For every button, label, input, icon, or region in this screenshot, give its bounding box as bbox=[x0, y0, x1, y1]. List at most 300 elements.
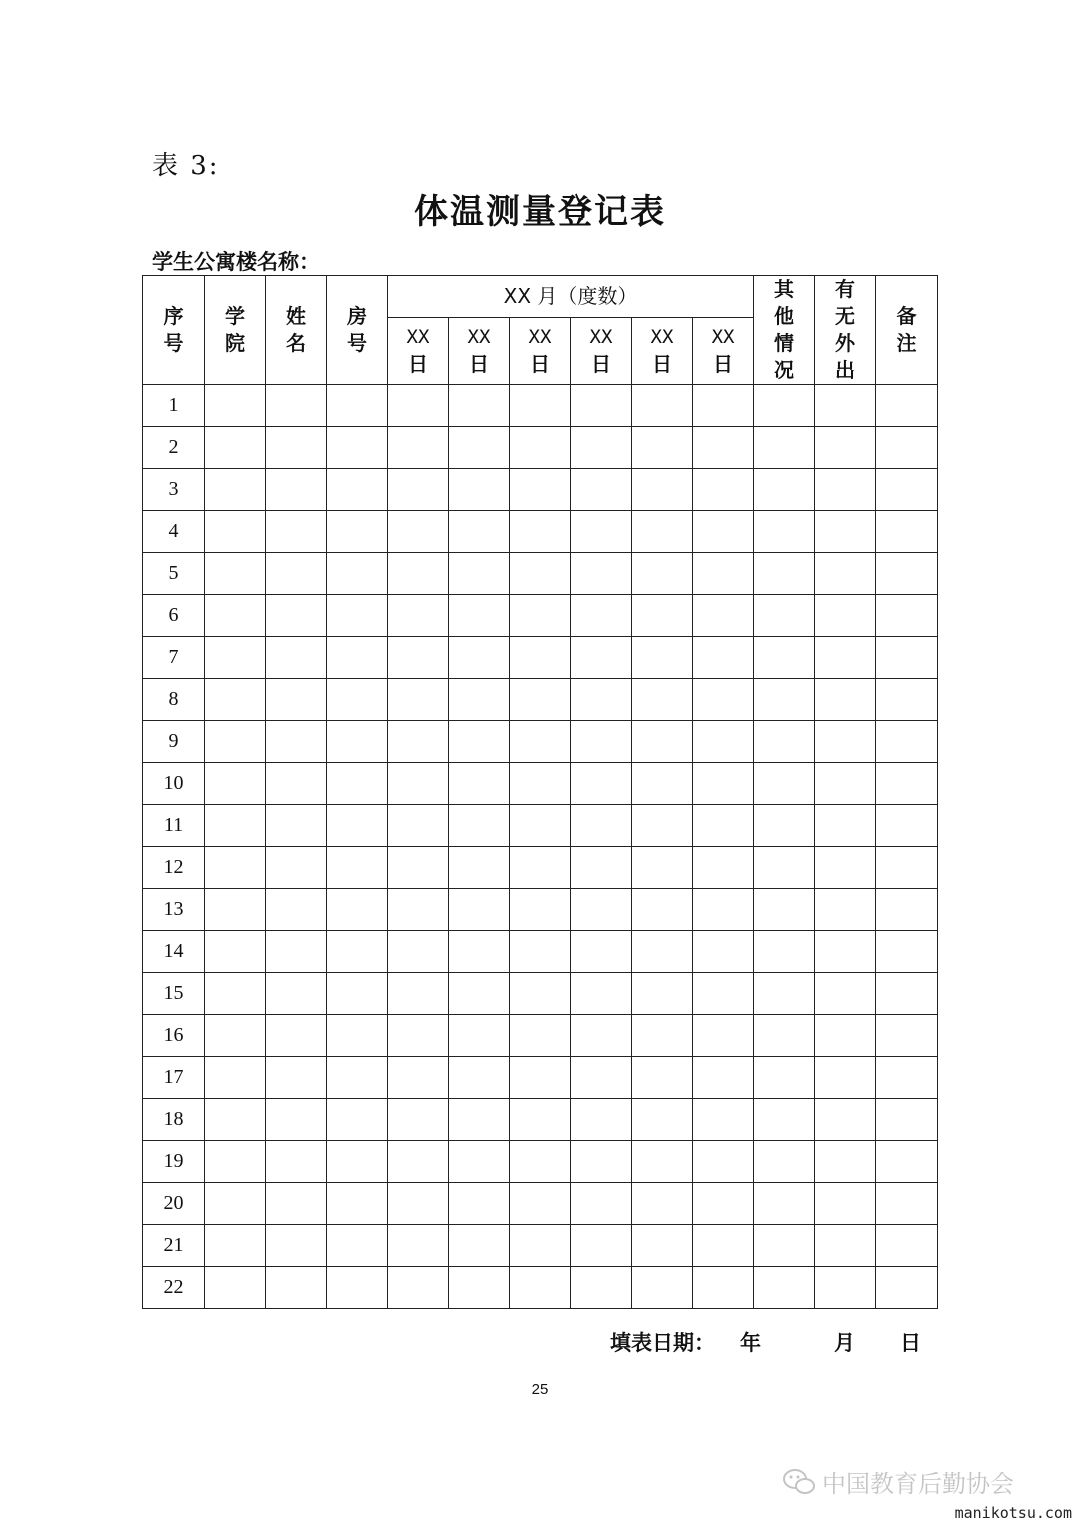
empty-cell[interactable] bbox=[632, 805, 693, 847]
empty-cell[interactable] bbox=[876, 1099, 938, 1141]
empty-cell[interactable] bbox=[388, 1267, 449, 1309]
empty-cell[interactable] bbox=[754, 931, 815, 973]
empty-cell[interactable] bbox=[327, 385, 388, 427]
empty-cell[interactable] bbox=[632, 931, 693, 973]
empty-cell[interactable] bbox=[815, 679, 876, 721]
empty-cell[interactable] bbox=[754, 1225, 815, 1267]
empty-cell[interactable] bbox=[571, 385, 632, 427]
empty-cell[interactable] bbox=[815, 889, 876, 931]
empty-cell[interactable] bbox=[876, 469, 938, 511]
empty-cell[interactable] bbox=[754, 469, 815, 511]
empty-cell[interactable] bbox=[510, 889, 571, 931]
empty-cell[interactable] bbox=[388, 679, 449, 721]
table-number-label: 表 3: bbox=[152, 151, 220, 181]
empty-cell[interactable] bbox=[571, 427, 632, 469]
empty-cell[interactable] bbox=[327, 637, 388, 679]
empty-cell[interactable] bbox=[388, 931, 449, 973]
empty-cell[interactable] bbox=[388, 847, 449, 889]
empty-cell[interactable] bbox=[876, 1225, 938, 1267]
empty-cell[interactable] bbox=[327, 511, 388, 553]
empty-cell[interactable] bbox=[266, 469, 327, 511]
empty-cell[interactable] bbox=[571, 889, 632, 931]
empty-cell[interactable] bbox=[815, 553, 876, 595]
empty-cell[interactable] bbox=[876, 805, 938, 847]
empty-cell[interactable] bbox=[815, 1057, 876, 1099]
empty-cell[interactable] bbox=[571, 721, 632, 763]
empty-cell[interactable] bbox=[205, 931, 266, 973]
empty-cell[interactable] bbox=[327, 1225, 388, 1267]
empty-cell[interactable] bbox=[510, 931, 571, 973]
empty-cell[interactable] bbox=[266, 679, 327, 721]
table-row bbox=[143, 889, 938, 931]
empty-cell[interactable] bbox=[266, 763, 327, 805]
empty-cell[interactable] bbox=[815, 427, 876, 469]
empty-cell[interactable] bbox=[510, 511, 571, 553]
empty-cell[interactable] bbox=[571, 1267, 632, 1309]
empty-cell[interactable] bbox=[815, 1225, 876, 1267]
empty-cell[interactable] bbox=[632, 553, 693, 595]
empty-cell[interactable] bbox=[571, 637, 632, 679]
empty-cell[interactable] bbox=[388, 637, 449, 679]
empty-cell[interactable] bbox=[510, 847, 571, 889]
empty-cell[interactable] bbox=[571, 1183, 632, 1225]
empty-cell[interactable] bbox=[449, 1057, 510, 1099]
empty-cell[interactable] bbox=[632, 385, 693, 427]
empty-cell[interactable] bbox=[327, 553, 388, 595]
row-number: 21 bbox=[143, 1225, 205, 1267]
empty-cell[interactable] bbox=[876, 385, 938, 427]
empty-cell[interactable] bbox=[388, 1015, 449, 1057]
empty-cell[interactable] bbox=[327, 1267, 388, 1309]
empty-cell[interactable] bbox=[571, 553, 632, 595]
empty-cell[interactable] bbox=[327, 931, 388, 973]
empty-cell[interactable] bbox=[632, 637, 693, 679]
empty-cell[interactable] bbox=[815, 847, 876, 889]
table-row bbox=[143, 805, 938, 847]
empty-cell[interactable] bbox=[388, 1225, 449, 1267]
empty-cell[interactable] bbox=[510, 1015, 571, 1057]
empty-cell[interactable] bbox=[571, 511, 632, 553]
empty-cell[interactable] bbox=[815, 1015, 876, 1057]
empty-cell[interactable] bbox=[632, 1057, 693, 1099]
day-header-4 bbox=[571, 317, 632, 384]
empty-cell[interactable] bbox=[693, 1183, 754, 1225]
empty-cell[interactable] bbox=[632, 847, 693, 889]
empty-cell[interactable] bbox=[632, 1099, 693, 1141]
empty-cell[interactable] bbox=[449, 679, 510, 721]
empty-cell[interactable] bbox=[327, 763, 388, 805]
empty-cell[interactable] bbox=[693, 721, 754, 763]
empty-cell[interactable] bbox=[571, 1141, 632, 1183]
day-header-ri: 日 bbox=[469, 351, 489, 376]
empty-cell[interactable] bbox=[510, 427, 571, 469]
empty-cell[interactable] bbox=[205, 553, 266, 595]
table-body bbox=[143, 385, 938, 1309]
empty-cell[interactable] bbox=[632, 721, 693, 763]
empty-cell[interactable] bbox=[815, 511, 876, 553]
empty-cell[interactable] bbox=[693, 553, 754, 595]
empty-cell[interactable] bbox=[449, 553, 510, 595]
empty-cell[interactable] bbox=[754, 889, 815, 931]
empty-cell[interactable] bbox=[449, 595, 510, 637]
empty-cell[interactable] bbox=[388, 385, 449, 427]
empty-cell[interactable] bbox=[571, 1225, 632, 1267]
empty-cell[interactable] bbox=[388, 553, 449, 595]
empty-cell[interactable] bbox=[754, 595, 815, 637]
row-number: 7 bbox=[143, 637, 205, 679]
empty-cell[interactable] bbox=[327, 1183, 388, 1225]
empty-cell[interactable] bbox=[266, 427, 327, 469]
empty-cell[interactable] bbox=[449, 1141, 510, 1183]
empty-cell[interactable] bbox=[327, 427, 388, 469]
empty-cell[interactable] bbox=[388, 805, 449, 847]
empty-cell[interactable] bbox=[449, 931, 510, 973]
empty-cell[interactable] bbox=[266, 1057, 327, 1099]
empty-cell[interactable] bbox=[266, 847, 327, 889]
empty-cell[interactable] bbox=[205, 679, 266, 721]
empty-cell[interactable] bbox=[266, 721, 327, 763]
row-number: 18 bbox=[143, 1099, 205, 1141]
empty-cell[interactable] bbox=[388, 763, 449, 805]
empty-cell[interactable] bbox=[510, 595, 571, 637]
empty-cell[interactable] bbox=[815, 385, 876, 427]
empty-cell[interactable] bbox=[693, 931, 754, 973]
empty-cell[interactable] bbox=[205, 511, 266, 553]
empty-cell[interactable] bbox=[388, 889, 449, 931]
empty-cell[interactable] bbox=[876, 889, 938, 931]
empty-cell[interactable] bbox=[632, 1015, 693, 1057]
empty-cell[interactable] bbox=[327, 805, 388, 847]
empty-cell[interactable] bbox=[571, 595, 632, 637]
day-header-2 bbox=[449, 317, 510, 384]
empty-cell[interactable] bbox=[571, 1099, 632, 1141]
empty-cell[interactable] bbox=[205, 1141, 266, 1183]
day-header-xx: XX bbox=[406, 325, 430, 348]
empty-cell[interactable] bbox=[876, 1183, 938, 1225]
empty-cell[interactable] bbox=[754, 805, 815, 847]
empty-cell[interactable] bbox=[632, 679, 693, 721]
empty-cell[interactable] bbox=[510, 1141, 571, 1183]
empty-cell[interactable] bbox=[388, 721, 449, 763]
empty-cell[interactable] bbox=[693, 1099, 754, 1141]
empty-cell[interactable] bbox=[266, 553, 327, 595]
empty-cell[interactable] bbox=[754, 721, 815, 763]
empty-cell[interactable] bbox=[693, 1267, 754, 1309]
empty-cell[interactable] bbox=[266, 595, 327, 637]
empty-cell[interactable] bbox=[205, 595, 266, 637]
empty-cell[interactable] bbox=[449, 385, 510, 427]
row-number: 3 bbox=[143, 469, 205, 511]
empty-cell[interactable] bbox=[632, 1225, 693, 1267]
empty-cell[interactable] bbox=[327, 1099, 388, 1141]
empty-cell[interactable] bbox=[205, 1015, 266, 1057]
empty-cell[interactable] bbox=[815, 1099, 876, 1141]
empty-cell[interactable] bbox=[327, 1141, 388, 1183]
empty-cell[interactable] bbox=[388, 1099, 449, 1141]
day-header-xx: XX bbox=[711, 325, 735, 348]
empty-cell[interactable] bbox=[876, 511, 938, 553]
row-number: 5 bbox=[143, 553, 205, 595]
empty-cell[interactable] bbox=[693, 1225, 754, 1267]
empty-cell[interactable] bbox=[876, 1015, 938, 1057]
empty-cell[interactable] bbox=[327, 847, 388, 889]
empty-cell[interactable] bbox=[266, 805, 327, 847]
empty-cell[interactable] bbox=[632, 1183, 693, 1225]
empty-cell[interactable] bbox=[449, 469, 510, 511]
empty-cell[interactable] bbox=[449, 805, 510, 847]
empty-cell[interactable] bbox=[266, 1141, 327, 1183]
empty-cell[interactable] bbox=[571, 847, 632, 889]
empty-cell[interactable] bbox=[327, 721, 388, 763]
empty-cell[interactable] bbox=[632, 511, 693, 553]
empty-cell[interactable] bbox=[388, 973, 449, 1015]
table-row bbox=[143, 553, 938, 595]
empty-cell[interactable] bbox=[571, 679, 632, 721]
empty-cell[interactable] bbox=[632, 1267, 693, 1309]
empty-cell[interactable] bbox=[571, 931, 632, 973]
empty-cell[interactable] bbox=[693, 427, 754, 469]
empty-cell[interactable] bbox=[266, 511, 327, 553]
empty-cell[interactable] bbox=[510, 805, 571, 847]
empty-cell[interactable] bbox=[449, 1225, 510, 1267]
empty-cell[interactable] bbox=[876, 595, 938, 637]
empty-cell[interactable] bbox=[205, 427, 266, 469]
empty-cell[interactable] bbox=[876, 931, 938, 973]
row-number: 10 bbox=[143, 763, 205, 805]
empty-cell[interactable] bbox=[632, 427, 693, 469]
empty-cell[interactable] bbox=[571, 763, 632, 805]
empty-cell[interactable] bbox=[693, 973, 754, 1015]
empty-cell[interactable] bbox=[693, 805, 754, 847]
empty-cell[interactable] bbox=[449, 637, 510, 679]
empty-cell[interactable] bbox=[266, 1015, 327, 1057]
empty-cell[interactable] bbox=[632, 1141, 693, 1183]
empty-cell[interactable] bbox=[571, 1057, 632, 1099]
empty-cell[interactable] bbox=[571, 973, 632, 1015]
day-header-ri: 日 bbox=[530, 351, 550, 376]
empty-cell[interactable] bbox=[510, 1267, 571, 1309]
empty-cell[interactable] bbox=[510, 553, 571, 595]
empty-cell[interactable] bbox=[266, 1099, 327, 1141]
empty-cell[interactable] bbox=[754, 973, 815, 1015]
empty-cell[interactable] bbox=[205, 1099, 266, 1141]
table-row bbox=[143, 385, 938, 427]
empty-cell[interactable] bbox=[815, 931, 876, 973]
empty-cell[interactable] bbox=[510, 1225, 571, 1267]
empty-cell[interactable] bbox=[754, 1015, 815, 1057]
empty-cell[interactable] bbox=[815, 469, 876, 511]
empty-cell[interactable] bbox=[266, 1225, 327, 1267]
empty-cell[interactable] bbox=[266, 385, 327, 427]
empty-cell[interactable] bbox=[693, 595, 754, 637]
empty-cell[interactable] bbox=[510, 1057, 571, 1099]
empty-cell[interactable] bbox=[754, 1267, 815, 1309]
empty-cell[interactable] bbox=[815, 595, 876, 637]
empty-cell[interactable] bbox=[693, 385, 754, 427]
empty-cell[interactable] bbox=[693, 847, 754, 889]
empty-cell[interactable] bbox=[754, 553, 815, 595]
table-row bbox=[143, 1015, 938, 1057]
header-other: 其他情况 bbox=[754, 276, 815, 385]
table-row bbox=[143, 1141, 938, 1183]
empty-cell[interactable] bbox=[266, 889, 327, 931]
empty-cell[interactable] bbox=[205, 637, 266, 679]
empty-cell[interactable] bbox=[449, 511, 510, 553]
empty-cell[interactable] bbox=[754, 385, 815, 427]
empty-cell[interactable] bbox=[632, 469, 693, 511]
empty-cell[interactable] bbox=[754, 511, 815, 553]
empty-cell[interactable] bbox=[876, 1057, 938, 1099]
empty-cell[interactable] bbox=[815, 763, 876, 805]
empty-cell[interactable] bbox=[205, 805, 266, 847]
empty-cell[interactable] bbox=[449, 1015, 510, 1057]
empty-cell[interactable] bbox=[327, 1057, 388, 1099]
empty-cell[interactable] bbox=[449, 721, 510, 763]
empty-cell[interactable] bbox=[388, 1057, 449, 1099]
empty-cell[interactable] bbox=[266, 973, 327, 1015]
empty-cell[interactable] bbox=[449, 1267, 510, 1309]
empty-cell[interactable] bbox=[815, 805, 876, 847]
header-college: 学院 bbox=[205, 276, 266, 385]
empty-cell[interactable] bbox=[510, 721, 571, 763]
empty-cell[interactable] bbox=[327, 889, 388, 931]
empty-cell[interactable] bbox=[266, 1183, 327, 1225]
empty-cell[interactable] bbox=[327, 1015, 388, 1057]
empty-cell[interactable] bbox=[266, 931, 327, 973]
empty-cell[interactable] bbox=[876, 1267, 938, 1309]
empty-cell[interactable] bbox=[632, 889, 693, 931]
empty-cell[interactable] bbox=[815, 1267, 876, 1309]
empty-cell[interactable] bbox=[510, 763, 571, 805]
empty-cell[interactable] bbox=[815, 637, 876, 679]
empty-cell[interactable] bbox=[876, 637, 938, 679]
empty-cell[interactable] bbox=[693, 1015, 754, 1057]
empty-cell[interactable] bbox=[327, 973, 388, 1015]
empty-cell[interactable] bbox=[266, 637, 327, 679]
empty-cell[interactable] bbox=[449, 889, 510, 931]
row-number: 4 bbox=[143, 511, 205, 553]
fill-date-month: 月 bbox=[834, 1331, 855, 1355]
empty-cell[interactable] bbox=[388, 1141, 449, 1183]
empty-cell[interactable] bbox=[815, 721, 876, 763]
empty-cell[interactable] bbox=[205, 1225, 266, 1267]
empty-cell[interactable] bbox=[693, 1057, 754, 1099]
empty-cell[interactable] bbox=[510, 469, 571, 511]
empty-cell[interactable] bbox=[571, 1015, 632, 1057]
empty-cell[interactable] bbox=[205, 1183, 266, 1225]
empty-cell[interactable] bbox=[876, 1141, 938, 1183]
empty-cell[interactable] bbox=[876, 553, 938, 595]
empty-cell[interactable] bbox=[388, 469, 449, 511]
empty-cell[interactable] bbox=[510, 637, 571, 679]
empty-cell[interactable] bbox=[754, 1099, 815, 1141]
empty-cell[interactable] bbox=[510, 1099, 571, 1141]
empty-cell[interactable] bbox=[510, 385, 571, 427]
empty-cell[interactable] bbox=[388, 511, 449, 553]
empty-cell[interactable] bbox=[449, 763, 510, 805]
day-header-3 bbox=[510, 317, 571, 384]
empty-cell[interactable] bbox=[754, 427, 815, 469]
empty-cell[interactable] bbox=[693, 763, 754, 805]
empty-cell[interactable] bbox=[205, 1057, 266, 1099]
empty-cell[interactable] bbox=[449, 847, 510, 889]
empty-cell[interactable] bbox=[754, 1183, 815, 1225]
empty-cell[interactable] bbox=[754, 637, 815, 679]
empty-cell[interactable] bbox=[449, 973, 510, 1015]
row-number: 16 bbox=[143, 1015, 205, 1057]
empty-cell[interactable] bbox=[388, 427, 449, 469]
empty-cell[interactable] bbox=[388, 1183, 449, 1225]
header-outing: 有无外出 bbox=[815, 276, 876, 385]
empty-cell[interactable] bbox=[815, 1141, 876, 1183]
empty-cell[interactable] bbox=[693, 469, 754, 511]
empty-cell[interactable] bbox=[327, 679, 388, 721]
empty-cell[interactable] bbox=[205, 1267, 266, 1309]
empty-cell[interactable] bbox=[754, 1057, 815, 1099]
empty-cell[interactable] bbox=[876, 973, 938, 1015]
empty-cell[interactable] bbox=[327, 595, 388, 637]
empty-cell[interactable] bbox=[205, 469, 266, 511]
empty-cell[interactable] bbox=[754, 679, 815, 721]
empty-cell[interactable] bbox=[266, 1267, 327, 1309]
empty-cell[interactable] bbox=[693, 889, 754, 931]
table-row bbox=[143, 1099, 938, 1141]
document-title: 体温测量登记表 bbox=[414, 192, 666, 232]
row-number: 11 bbox=[143, 805, 205, 847]
empty-cell[interactable] bbox=[632, 973, 693, 1015]
empty-cell[interactable] bbox=[754, 763, 815, 805]
empty-cell[interactable] bbox=[815, 1183, 876, 1225]
fill-date-label: 填表日期： bbox=[610, 1331, 715, 1355]
empty-cell[interactable] bbox=[205, 847, 266, 889]
empty-cell[interactable] bbox=[876, 427, 938, 469]
empty-cell[interactable] bbox=[876, 847, 938, 889]
empty-cell[interactable] bbox=[571, 805, 632, 847]
empty-cell[interactable] bbox=[876, 763, 938, 805]
empty-cell[interactable] bbox=[327, 469, 388, 511]
table-row bbox=[143, 973, 938, 1015]
empty-cell[interactable] bbox=[205, 385, 266, 427]
empty-cell[interactable] bbox=[571, 469, 632, 511]
empty-cell[interactable] bbox=[693, 679, 754, 721]
empty-cell[interactable] bbox=[449, 1099, 510, 1141]
empty-cell[interactable] bbox=[754, 1141, 815, 1183]
empty-cell[interactable] bbox=[449, 427, 510, 469]
empty-cell[interactable] bbox=[388, 595, 449, 637]
empty-cell[interactable] bbox=[449, 1183, 510, 1225]
empty-cell[interactable] bbox=[693, 1141, 754, 1183]
fill-date-year: 年 bbox=[740, 1331, 761, 1355]
empty-cell[interactable] bbox=[510, 973, 571, 1015]
page-number: 25 bbox=[531, 1381, 549, 1398]
empty-cell[interactable] bbox=[632, 595, 693, 637]
empty-cell[interactable] bbox=[510, 679, 571, 721]
empty-cell[interactable] bbox=[205, 889, 266, 931]
empty-cell[interactable] bbox=[510, 1183, 571, 1225]
empty-cell[interactable] bbox=[693, 511, 754, 553]
empty-cell[interactable] bbox=[205, 973, 266, 1015]
empty-cell[interactable] bbox=[815, 973, 876, 1015]
empty-cell[interactable] bbox=[632, 763, 693, 805]
empty-cell[interactable] bbox=[876, 679, 938, 721]
empty-cell[interactable] bbox=[693, 637, 754, 679]
row-number: 6 bbox=[143, 595, 205, 637]
empty-cell[interactable] bbox=[876, 721, 938, 763]
empty-cell[interactable] bbox=[205, 763, 266, 805]
table-row bbox=[143, 1057, 938, 1099]
empty-cell[interactable] bbox=[754, 847, 815, 889]
empty-cell[interactable] bbox=[205, 721, 266, 763]
